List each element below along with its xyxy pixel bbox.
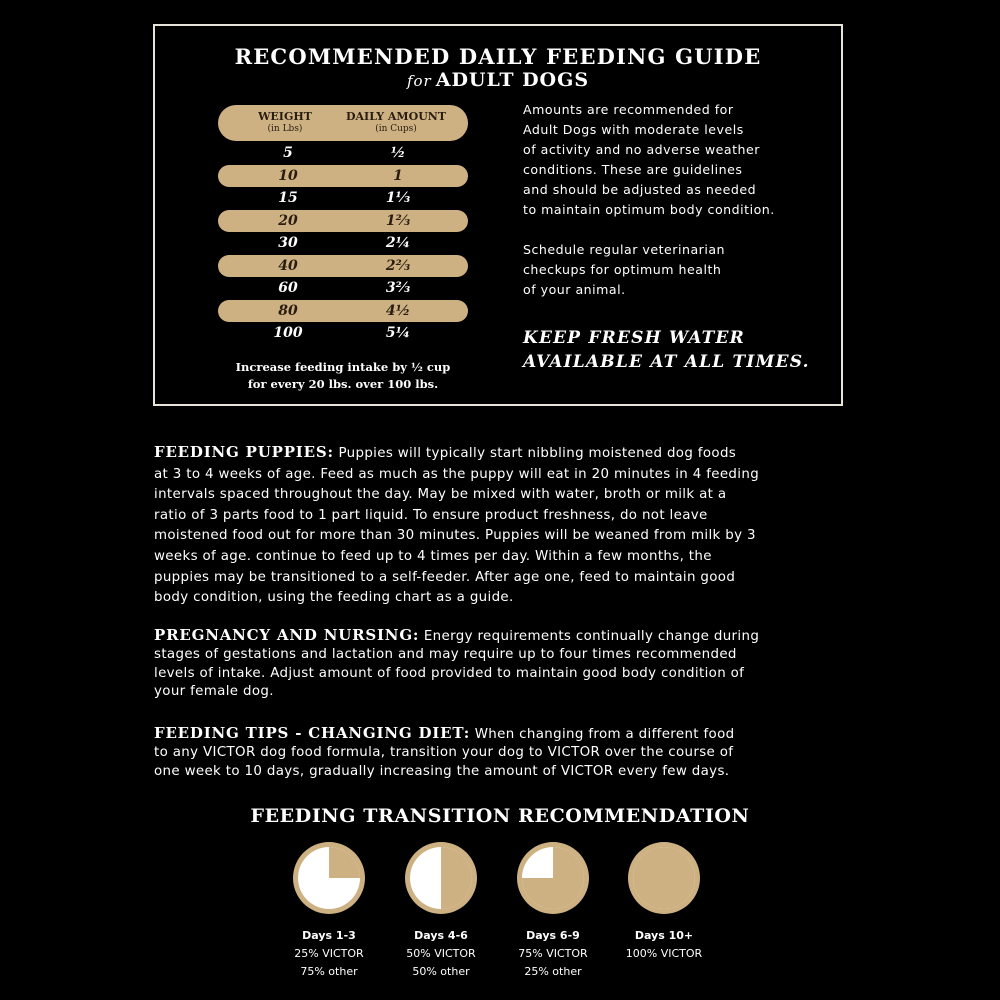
amount-cell: 1 xyxy=(393,167,403,184)
amounts-paragraph xyxy=(523,100,823,220)
feeding-guide-box xyxy=(153,24,843,406)
transition-pie-icon xyxy=(626,840,702,916)
stage-victor-percent: 50% VICTOR xyxy=(406,947,476,960)
amount-cell: ½ xyxy=(390,145,406,161)
table-row xyxy=(218,322,468,345)
amount-cell: 1⅓ xyxy=(385,190,411,206)
transition-title: FEEDING TRANSITION RECOMMENDATION xyxy=(250,805,750,827)
stage-days: Days 6-9 xyxy=(526,929,580,942)
fresh-water-callout xyxy=(523,326,833,374)
feeding-tips-section xyxy=(154,724,844,781)
transition-pie-icon xyxy=(403,840,479,916)
section-heading: FEEDING PUPPIES: xyxy=(154,443,334,461)
paragraph-line: Puppies will typically start nibbling moistened dog foods xyxy=(338,446,737,461)
section-heading: FEEDING TIPS - CHANGING DIET: xyxy=(154,724,471,742)
victor-portion-slice xyxy=(633,847,695,909)
paragraph-line: puppies may be transitioned to a self-feeder. After age one, feed to maintain good xyxy=(154,569,736,585)
increase-note-line: Increase feeding intake by ½ cup xyxy=(235,360,451,374)
weight-cell: 5 xyxy=(283,145,293,161)
amount-header-label: DAILY AMOUNT xyxy=(345,110,447,123)
feeding-table-body xyxy=(218,142,468,345)
weight-cell: 60 xyxy=(278,280,298,296)
paragraph-line: ratio of 3 parts food to 1 part liquid. To ensure product freshness, do not leave xyxy=(154,507,708,523)
stage-days: Days 4-6 xyxy=(414,929,468,942)
table-row xyxy=(218,187,468,210)
weight-cell: 20 xyxy=(278,212,298,229)
table-row xyxy=(218,210,468,233)
paragraph-line: to any VICTOR dog food formula, transition your dog to VICTOR over the course of xyxy=(154,745,734,761)
info-line: Schedule regular veterinarian xyxy=(523,242,726,257)
subtitle-for: for xyxy=(406,72,432,90)
table-row xyxy=(218,255,468,278)
feeding-guide-subtitle xyxy=(155,69,841,91)
paragraph-line: Energy requirements continually change during xyxy=(423,629,760,644)
transition-pie-icon xyxy=(291,840,367,916)
transition-stage-days-6-9 xyxy=(503,840,603,981)
feeding-guide-title: RECOMMENDED DAILY FEEDING GUIDE xyxy=(234,44,762,69)
info-line: Amounts are recommended for xyxy=(523,102,734,117)
weight-cell: 80 xyxy=(278,302,298,319)
paragraph-line: at 3 to 4 weeks of age. Feed as much as the puppy will eat in 20 minutes in 4 feeding xyxy=(154,466,760,482)
victor-portion-slice xyxy=(329,847,360,878)
feeding-puppies-section xyxy=(154,442,844,609)
paragraph-line: intervals spaced throughout the day. May be mixed with water, broth or milk at a xyxy=(154,487,727,503)
stage-days: Days 10+ xyxy=(634,929,694,942)
vet-paragraph xyxy=(523,240,823,300)
table-row xyxy=(218,300,468,323)
info-line: of activity and no adverse weather xyxy=(523,142,760,157)
transition-stage-days-4-6 xyxy=(391,840,491,981)
weight-cell: 15 xyxy=(278,190,298,206)
table-row xyxy=(218,232,468,255)
paragraph-line: your female dog. xyxy=(154,684,274,700)
amount-header-unit: (in Cups) xyxy=(375,124,417,134)
amount-cell: 2⅔ xyxy=(385,257,411,274)
weight-cell: 30 xyxy=(278,235,298,251)
water-line: KEEP FRESH WATER xyxy=(523,328,746,348)
section-heading: PREGNANCY AND NURSING: xyxy=(154,626,420,644)
paragraph-line: body condition, using the feeding chart as a guide. xyxy=(154,590,514,606)
table-row xyxy=(218,277,468,300)
water-line: AVAILABLE AT ALL TIMES. xyxy=(523,352,810,372)
subtitle-adult-dogs: ADULT DOGS xyxy=(435,69,590,91)
table-row xyxy=(218,142,468,165)
info-line: and should be adjusted as needed xyxy=(523,182,757,197)
stage-other-percent: 50% other xyxy=(412,965,470,978)
stage-victor-percent: 75% VICTOR xyxy=(518,947,588,960)
info-line: Adult Dogs with moderate levels xyxy=(523,122,744,137)
column-header-daily-amount xyxy=(336,111,456,135)
pregnancy-nursing-section xyxy=(154,626,844,702)
amount-cell: 1⅔ xyxy=(385,212,411,229)
paragraph-line: levels of intake. Adjust amount of food provided to maintain good body condition of xyxy=(154,665,745,681)
transition-pie-icon xyxy=(515,840,591,916)
weight-header-unit: (in Lbs) xyxy=(267,124,303,134)
column-header-weight xyxy=(240,111,330,135)
stage-days: Days 1-3 xyxy=(302,929,356,942)
stage-victor-percent: 25% VICTOR xyxy=(294,947,364,960)
amount-cell: 4½ xyxy=(385,302,411,319)
transition-stage-days-1-3 xyxy=(279,840,379,981)
weight-header-label: WEIGHT xyxy=(258,110,312,123)
guide-info-text xyxy=(523,100,823,320)
info-line: conditions. These are guidelines xyxy=(523,162,743,177)
feeding-table-header xyxy=(218,105,468,141)
info-line: of your animal. xyxy=(523,282,626,297)
info-line: checkups for optimum health xyxy=(523,262,722,277)
stage-other-percent: 25% other xyxy=(524,965,582,978)
paragraph-line: moistened food out for more than 30 minutes. Puppies will be weaned from milk by 3 xyxy=(154,528,756,544)
table-row xyxy=(218,165,468,188)
amount-cell: 2¼ xyxy=(385,235,411,251)
paragraph-line: weeks of age. continue to feed up to 4 times per day. Within a few months, the xyxy=(154,548,712,564)
stage-victor-percent: 100% VICTOR xyxy=(625,947,703,960)
amount-cell: 3⅔ xyxy=(385,280,411,296)
increase-note-line: for every 20 lbs. over 100 lbs. xyxy=(247,377,439,391)
paragraph-line: one week to 10 days, gradually increasing the amount of VICTOR every few days. xyxy=(154,763,730,779)
paragraph-line: stages of gestations and lactation and may require up to four times recommended xyxy=(154,647,737,663)
stage-other-percent: 75% other xyxy=(300,965,358,978)
transition-stage-days-10-plus xyxy=(614,840,714,963)
amount-cell: 5¼ xyxy=(385,325,411,341)
weight-cell: 10 xyxy=(278,167,298,184)
info-line: to maintain optimum body condition. xyxy=(523,202,775,217)
increase-intake-note xyxy=(205,359,481,393)
weight-cell: 100 xyxy=(273,325,303,341)
weight-cell: 40 xyxy=(278,257,298,274)
paragraph-line: When changing from a different food xyxy=(474,727,735,742)
